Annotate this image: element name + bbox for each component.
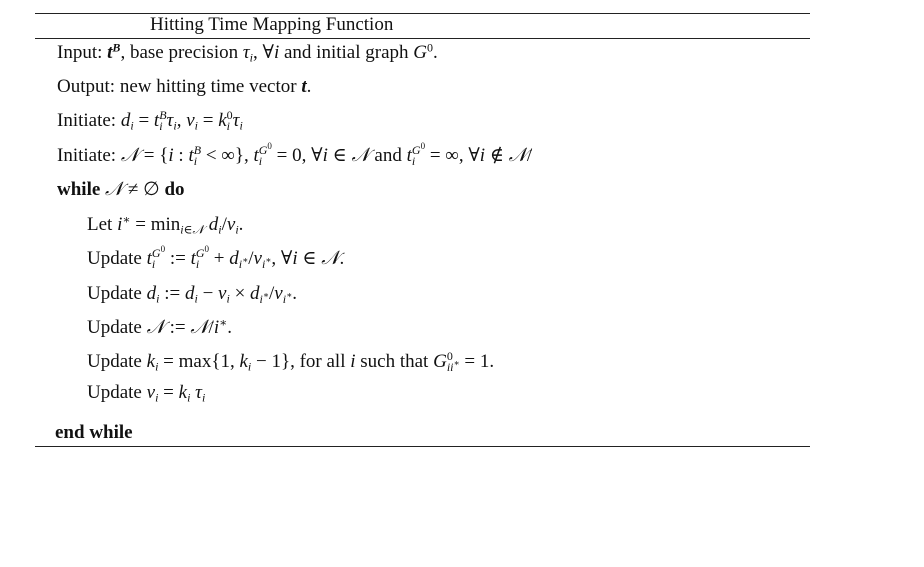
output-label: Output:	[57, 76, 116, 97]
while-condition: 𝒩 ≠ ∅	[105, 179, 160, 200]
initiate-formula-1: $d_i = t$ B i $\tau_i$, $v_i = k$ 0 i $\tau_i$	[120, 108, 243, 134]
update-word-5: Update	[87, 382, 142, 403]
update-word-4: Update	[87, 351, 142, 372]
update-word-3: Update	[87, 317, 142, 338]
input-label: Input:	[57, 42, 103, 63]
update-k-line	[87, 350, 494, 374]
update-n-formula: 𝒩 := 𝒩/i∗.	[146, 315, 232, 338]
for-all-var: i	[350, 351, 356, 372]
update-d-formula: $d_i$ := $d_i - v_i \times d_{i^∗}/v_{i^∗}$.	[146, 283, 297, 306]
output-vector: t	[301, 76, 307, 97]
let-line	[87, 213, 243, 237]
input-text-1: , base precision	[120, 42, 243, 63]
update-v-formula: $v_i = k_i$ $\tau_i$	[146, 382, 206, 405]
initiate-formula-2b: t $G^0$ i = ∞, ∀i ∉ 𝒩/	[406, 141, 533, 169]
while-keyword: while	[57, 179, 101, 200]
input-graph: $G^0$	[413, 40, 434, 63]
output-line: Output: new hitting time vector t.	[57, 76, 312, 97]
such-that-text: such that	[355, 351, 434, 372]
update-k-formula: $k_i = \max\{1$, $k_i - 1$}	[146, 351, 291, 374]
graph-condition: G 0 ii∗ = 1.	[433, 349, 495, 375]
output-text: new hitting time vector	[119, 76, 302, 97]
update-word-1: Update	[87, 248, 142, 269]
update-n-line	[87, 316, 232, 340]
input-text-2: and initial graph	[279, 42, 414, 63]
let-formula: $i^∗ = \min_{i\in 𝒩} d_i/v_i$.	[117, 212, 244, 237]
update-v-line	[87, 381, 205, 405]
and-word: and	[374, 145, 402, 166]
update-t-formula: t $G^0$ i := t $G^0$ i + $d_{i^∗}/v_{i^∗}$, ∀i ∈ 𝒩.	[146, 244, 345, 272]
update-word-2: Update	[87, 283, 142, 304]
table-bottom-rule	[35, 446, 810, 447]
input-precision: $\tau_i$, ∀i	[242, 42, 280, 65]
for-all-text: , for all	[290, 351, 351, 372]
do-keyword: do	[164, 179, 185, 200]
input-line: Input: $t^B$, base precision $\tau_i$, ∀i and initial graph $G^0$.	[57, 40, 438, 65]
initiate-line-2	[57, 141, 533, 169]
initiate-label-1: Initiate:	[57, 110, 117, 131]
initiate-formula-2a: 𝒩 = {i : t B i < ∞}, t $G^0$ i = 0, ∀i ∈ 𝒩	[120, 141, 370, 169]
initiate-line-1	[57, 109, 243, 133]
while-line	[57, 178, 185, 202]
update-d-line	[87, 282, 297, 306]
update-t-line	[87, 244, 345, 272]
let-word: Let	[87, 214, 113, 235]
input-vector: $t^B$	[107, 40, 121, 63]
initiate-label-2: Initiate:	[57, 145, 117, 166]
end-while-line: end while	[55, 422, 133, 443]
table-header-rule	[35, 38, 810, 39]
algorithm-title: Hitting Time Mapping Function	[150, 14, 394, 35]
